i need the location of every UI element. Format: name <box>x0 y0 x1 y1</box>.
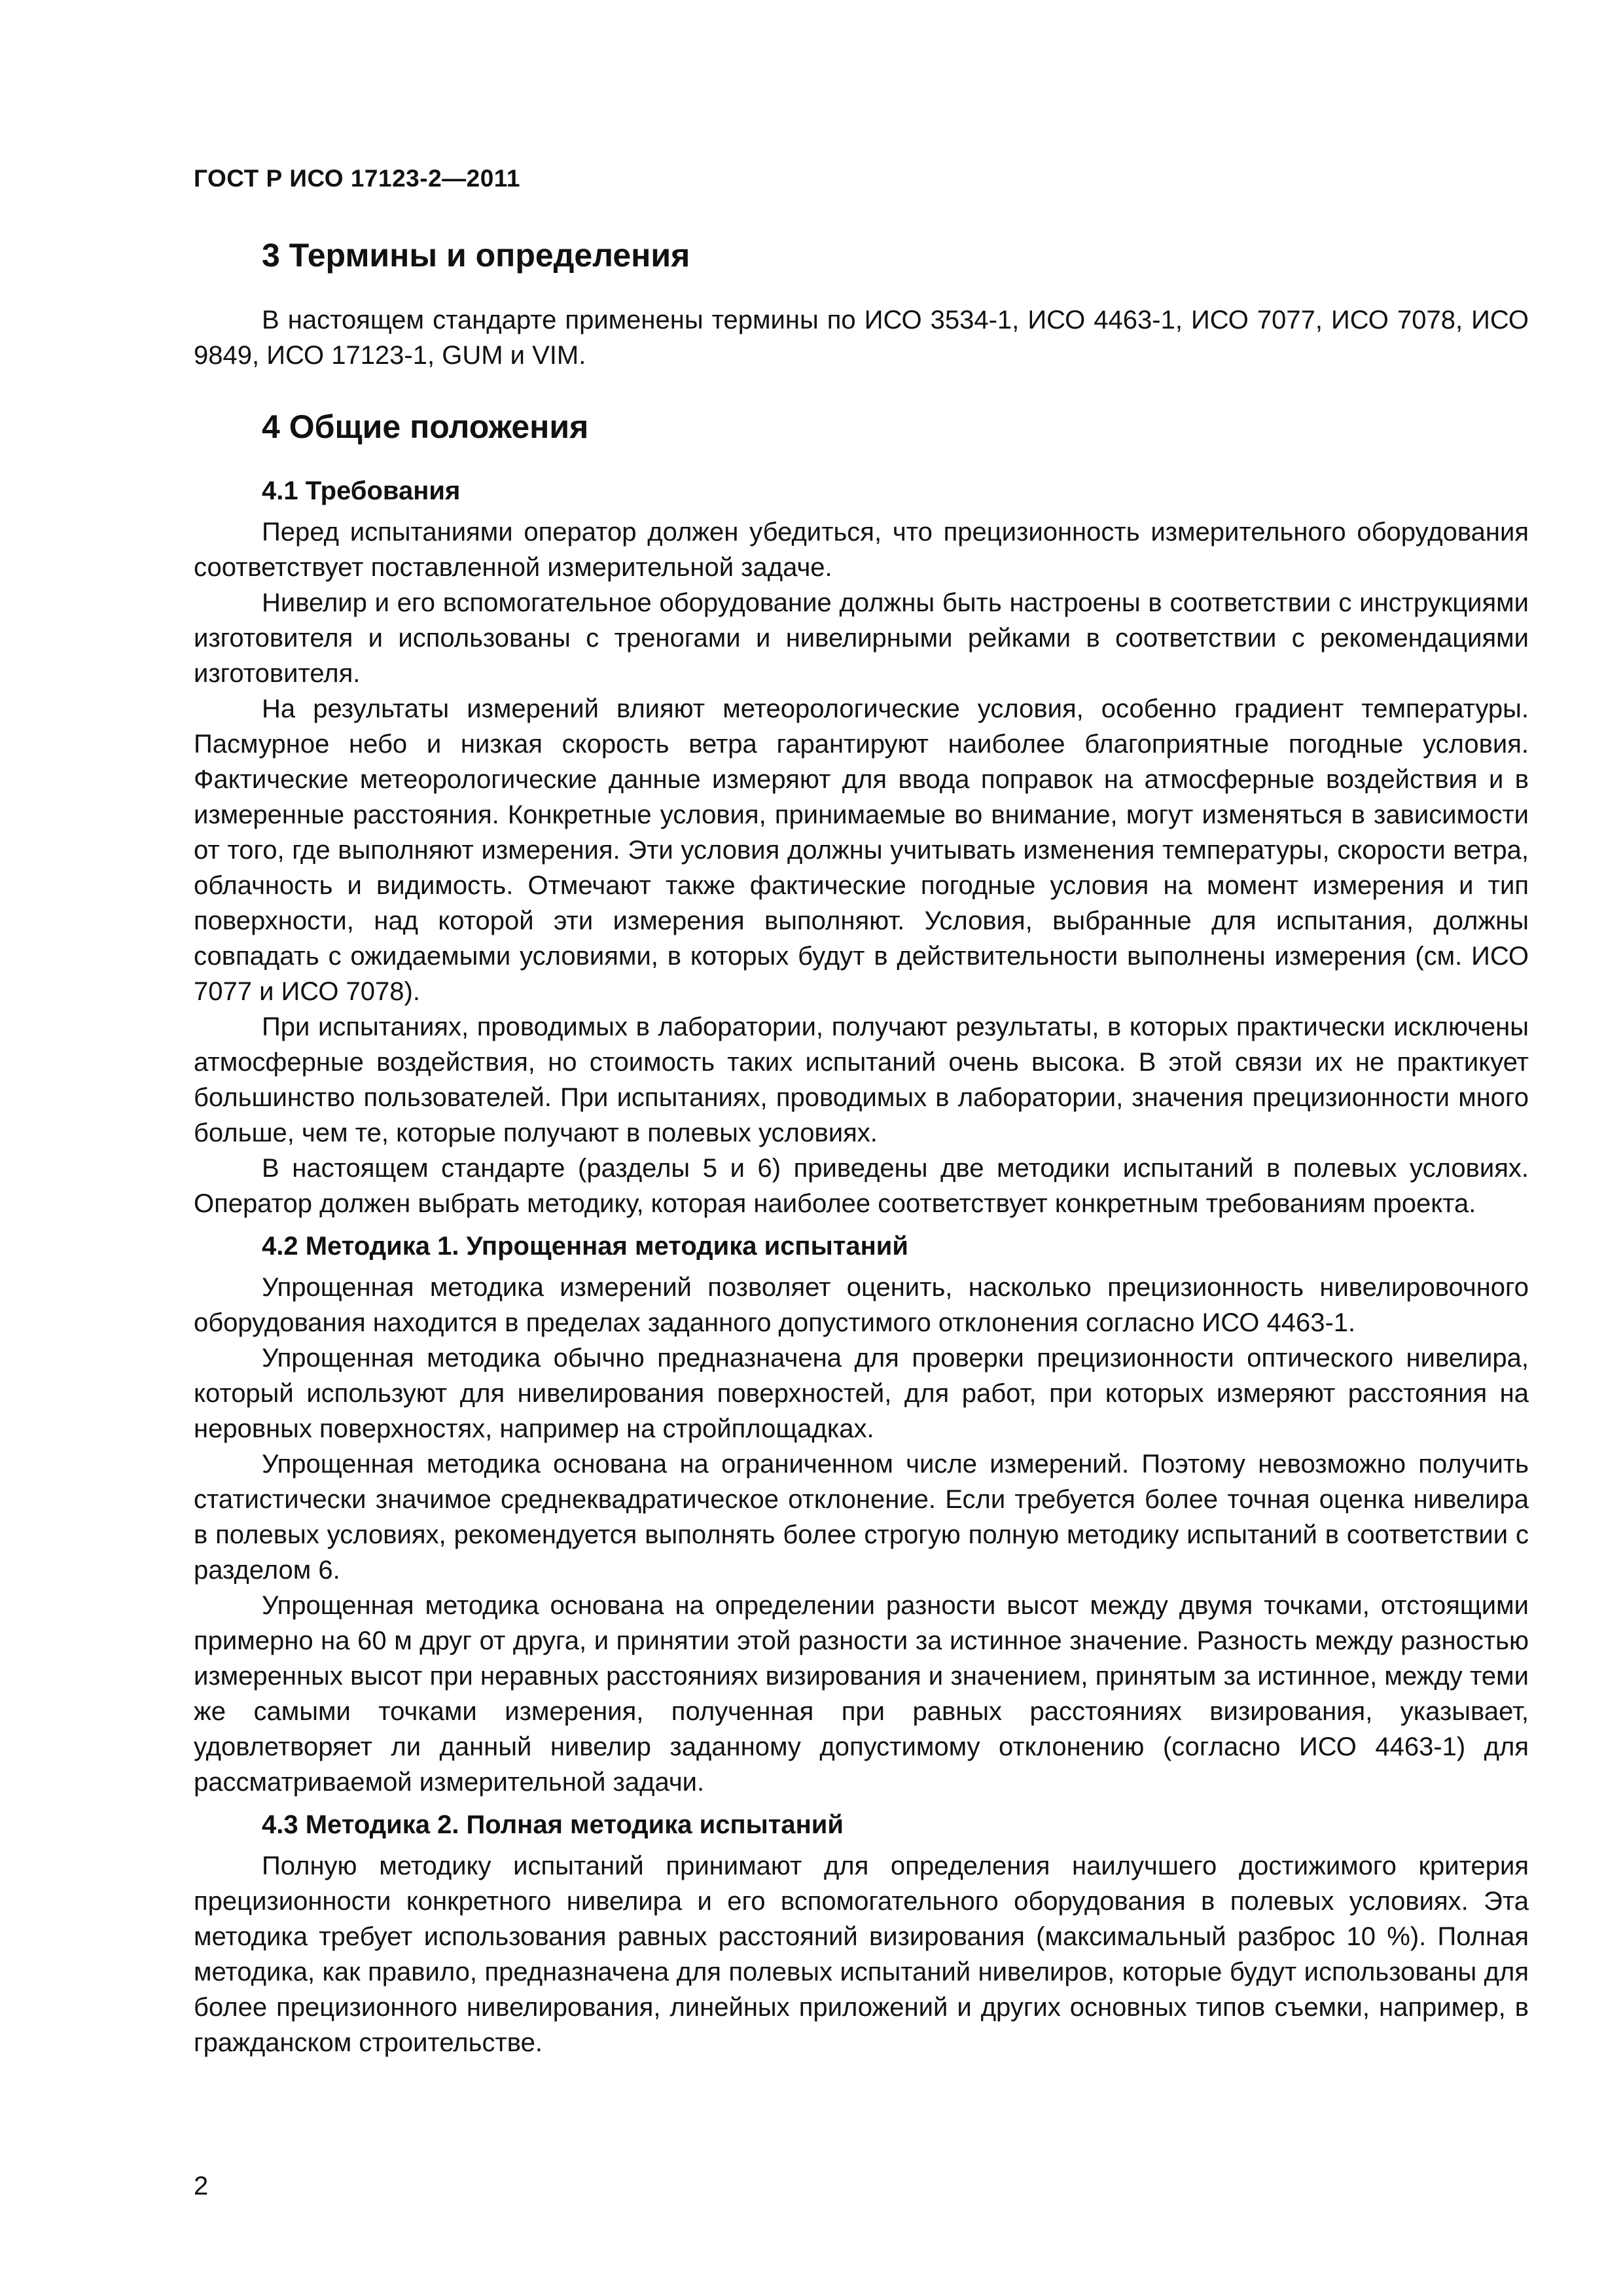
section-4-1-paragraph-1: Перед испытаниями оператор должен убедиться, что прецизионность измерительного оборудования соответствует поставленной измерительной задаче. <box>194 518 1529 582</box>
section-3-title: 3 Термины и определения <box>262 237 690 274</box>
section-4-2-paragraph-2: Упрощенная методика обычно предназначена для проверки прецизионности оптического нивелира, который используют для нивелирования поверхностей, для работ, при которых измеряют расстояния на неровных поверхностях, например на стройплощадках. <box>194 1344 1529 1443</box>
section-4-1-paragraph-2: Нивелир и его вспомогательное оборудование должны быть настроены в соответствии с инструкциями изготовителя и использованы с треногами и нивелирными рейками в соответствии с рекомендациями изготовителя. <box>194 588 1529 688</box>
section-4-2-title: 4.2 Методика 1. Упрощенная методика испытаний <box>262 1232 908 1261</box>
section-4-title: 4 Общие положения <box>262 408 589 445</box>
section-4-2-paragraph-4: Упрощенная методика основана на определении разности высот между двумя точками, отстоящими примерно на 60 м друг от друга, и принятии этой разности за истинное значение. Разность между разностью измеренных высот при неравных расстояниях визирования и значением, принятым за истинное, между теми же самыми точками измерения, полученная при равных расстояниях визирования, указывает, удовлетворяет ли данный нивелир заданному допустимому отклонению (согласно ИСО 4463-1) для рассматриваемой измерительной задачи. <box>194 1591 1529 1797</box>
section-4-3-title: 4.3 Методика 2. Полная методика испытаний <box>262 1810 844 1839</box>
page-number: 2 <box>194 2172 209 2200</box>
section-4-1-paragraph-3: На результаты измерений влияют метеорологические условия, особенно градиент температуры. Пасмурное небо и низкая скорость ветра гарантируют наиболее благоприятные погодные условия. Фактические метеорологические данные измеряют для ввода поправок на атмосферные воздействия и в измеренные расстояния. Конкретные условия, принимаемые во внимание, могут изменяться в зависимости от того, где выполняют измерения. Эти условия должны учитывать изменения температуры, скорости ветра, облачность и видимость. Отмечают также фактические погодные условия на момент измерения и тип поверхности, над которой эти измерения выполняют. Условия, выбранные для испытания, должны совпадать с ожидаемыми условиями, в которых будут в действительности выполнены измерения (см. ИСО 7077 и ИСО 7078). <box>194 694 1529 1006</box>
running-header: ГОСТ Р ИСО 17123-2—2011 <box>194 165 520 192</box>
section-4-1-paragraph-4: При испытаниях, проводимых в лаборатории, получают результаты, в которых практически исключены атмосферные воздействия, но стоимость таких испытаний очень высока. В этой связи их не практикует большинство пользователей. При испытаниях, проводимых в лаборатории, значения прецизионности много больше, чем те, которые получают в полевых условиях. <box>194 1013 1529 1147</box>
page-content <box>194 236 1529 2060</box>
section-4-3-paragraph-1: Полную методику испытаний принимают для определения наилучшего достижимого критерия прецизионности конкретного нивелира и его вспомогательного оборудования в полевых условиях. Эта методика требует использования равных расстояний визирования (максимальный разброс 10 %). Полная методика, как правило, предназначена для полевых испытаний нивелиров, которые будут использованы для более прецизионного нивелирования, линейных приложений и других основных типов съемки, например, в гражданском строительстве. <box>194 1852 1529 2057</box>
section-4-1-paragraph-5: В настоящем стандарте (разделы 5 и 6) приведены две методики испытаний в полевых условиях. Оператор должен выбрать методику, которая наиболее соответствует конкретным требованиям проекта. <box>194 1154 1529 1218</box>
section-4-2-paragraph-1: Упрощенная методика измерений позволяет оценить, насколько прецизионность нивелировочного оборудования находится в пределах заданного допустимого отклонения согласно ИСО 4463-1. <box>194 1273 1529 1337</box>
section-4-1-title: 4.1 Требования <box>262 476 461 505</box>
section-4-2-paragraph-3: Упрощенная методика основана на ограниченном числе измерений. Поэтому невозможно получить статистически значимое среднеквадратическое отклонение. Если требуется более точная оценка нивелира в полевых условиях, рекомендуется выполнять более строгую полную методику испытаний в соответствии с разделом 6. <box>194 1450 1529 1585</box>
section-3-paragraph: В настоящем стандарте применены термины по ИСО 3534-1, ИСО 4463-1, ИСО 7077, ИСО 7078, ИСО 9849, ИСО 17123-1, GUM и VIM. <box>194 306 1529 370</box>
